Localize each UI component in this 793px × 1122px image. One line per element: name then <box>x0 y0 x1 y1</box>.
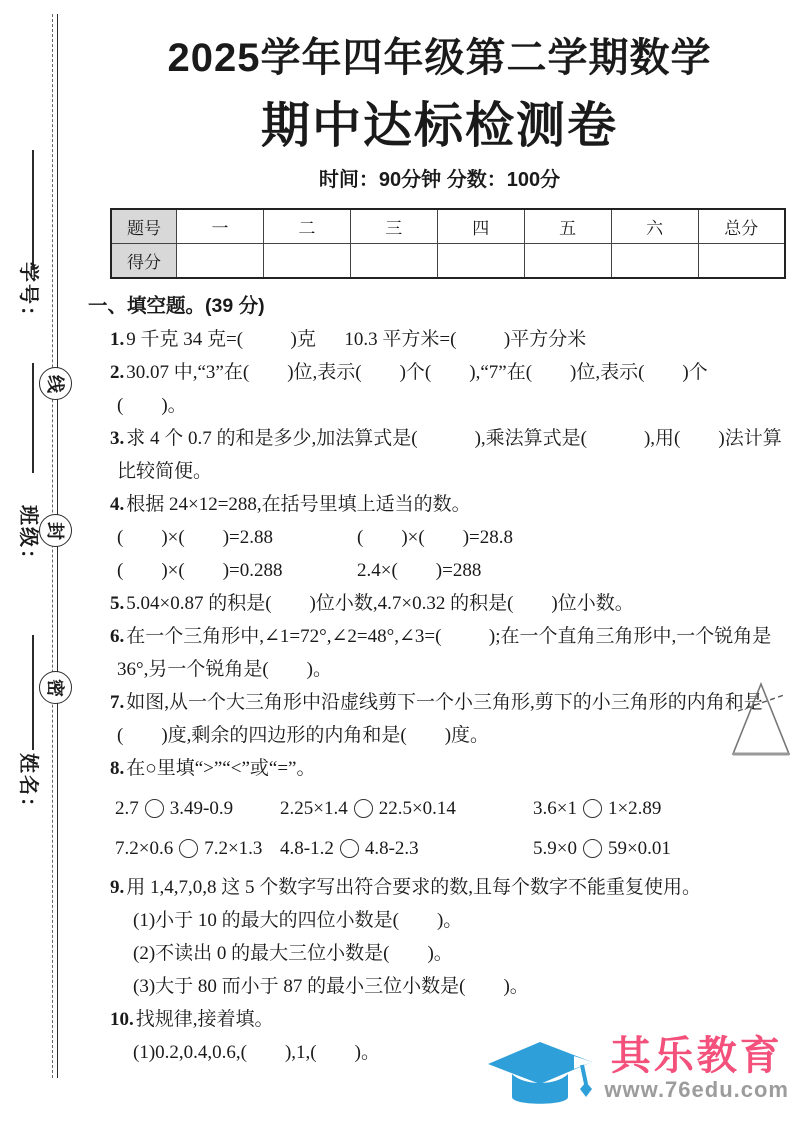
question-1-text: 9 千克 34 克=( )克 10.3 平方米=( )平方分米 <box>126 329 587 350</box>
brand-url: www.76edu.com <box>604 1077 789 1102</box>
question-10-text: 找规律,接着填。 <box>135 1009 274 1030</box>
brand-text-block <box>604 1034 789 1102</box>
cmp-left: 4.8-1.2 <box>280 838 334 859</box>
score-table-cell-defen: 得分 <box>111 244 177 279</box>
question-3 <box>88 422 791 455</box>
cmp-right: 59×0.01 <box>607 838 671 859</box>
question-5-text: 5.04×0.87 的积是( )位小数,4.7×0.32 的积是( )位小数。 <box>126 593 634 614</box>
student-id-blank-line <box>32 150 34 270</box>
score-blank-4 <box>437 244 524 279</box>
question-1 <box>88 323 791 356</box>
comparison-item <box>115 792 280 825</box>
question-1-number: 1. <box>110 329 125 350</box>
cmp-right: 4.8-2.3 <box>364 838 419 859</box>
score-table-cell-3: 三 <box>350 209 437 244</box>
compare-circle-blank <box>583 839 602 858</box>
question-4-equations-row2 <box>88 554 791 587</box>
score-blank-3 <box>350 244 437 279</box>
question-9 <box>88 871 791 904</box>
question-8-text: 在○里填“>”“<”或“=”。 <box>126 758 316 779</box>
graduation-cap-icon <box>482 1034 600 1114</box>
score-table-cell-6: 六 <box>611 209 698 244</box>
comparison-item <box>533 792 661 825</box>
cmp-right: 3.49-0.9 <box>169 798 234 819</box>
triangle-figure <box>730 680 792 765</box>
question-9-sub1: (1)小于 10 的最大的四位小数是( )。 <box>133 910 463 931</box>
brand-logo <box>482 1034 789 1114</box>
q4-eq-2a: ( )×( )=0.288 <box>117 560 283 581</box>
question-3-cont: 比较简便。 <box>117 461 213 482</box>
score-table <box>110 208 786 279</box>
cmp-left: 5.9×0 <box>533 838 577 859</box>
seal-char-mi-text: 密 <box>44 678 65 697</box>
paper-title-line1: 2025学年四年级第二学期数学 <box>167 36 712 80</box>
question-6-number: 6. <box>110 626 125 647</box>
cmp-right: 1×2.89 <box>607 798 662 819</box>
question-8-row1 <box>88 792 791 825</box>
question-7-number: 7. <box>110 692 125 713</box>
question-5-number: 5. <box>110 593 125 614</box>
section-1-heading: 一、填空题。(39 分) <box>88 295 265 317</box>
question-6 <box>88 620 791 653</box>
name-blank-line <box>32 635 34 750</box>
question-2-cont: ( )。 <box>117 395 187 416</box>
class-blank-line <box>32 363 34 473</box>
score-blank-6 <box>611 244 698 279</box>
question-4 <box>88 488 791 521</box>
seal-char-line <box>39 367 72 400</box>
question-10-number: 10. <box>110 1009 134 1030</box>
question-9-sub2: (2)不读出 0 的最大三位小数是( )。 <box>133 943 453 964</box>
class-label: 班级： <box>17 505 39 571</box>
score-table-cell-1: 一 <box>177 209 264 244</box>
question-8-number: 8. <box>110 758 125 779</box>
question-4-number: 4. <box>110 494 125 515</box>
cmp-right: 22.5×0.14 <box>378 798 456 819</box>
cmp-right: 7.2×1.3 <box>204 838 263 859</box>
comparison-item <box>280 792 533 825</box>
question-9-text: 用 1,4,7,0,8 这 5 个数字写出符合要求的数,且每个数字不能重复使用。 <box>126 877 702 898</box>
compare-circle-blank <box>340 839 359 858</box>
question-5 <box>88 587 791 620</box>
triangle-cut-diagram <box>730 680 792 760</box>
time-score-info: 时间：90分钟 分数：100分 <box>318 169 561 191</box>
score-table-cell-2: 二 <box>263 209 350 244</box>
question-2-text: 30.07 中,“3”在( )位,表示( )个( ),“7”在( )位,表示( )个 <box>126 362 708 383</box>
score-blank-1 <box>177 244 264 279</box>
question-6-text: 在一个三角形中,∠1=72°,∠2=48°,∠3=( );在一个直角三角形中,一个锐角是 <box>126 626 772 647</box>
question-8 <box>88 752 791 785</box>
score-table-cell-tihao: 题号 <box>111 209 177 244</box>
compare-circle-blank <box>583 799 602 818</box>
score-table-cell-total: 总分 <box>698 209 785 244</box>
seal-char-mi <box>39 671 72 704</box>
cmp-left: 3.6×1 <box>533 798 577 819</box>
paper-title-line2: 期中达标检测卷 <box>260 99 618 153</box>
q4-eq-1a: ( )×( )=2.88 <box>117 527 273 548</box>
question-3-text: 求 4 个 0.7 的和是多少,加法算式是( ),乘法算式是( ),用( )法计算 <box>126 428 782 449</box>
seal-char-feng-text: 封 <box>44 521 65 540</box>
question-2-number: 2. <box>110 362 125 383</box>
seal-char-feng <box>39 514 72 547</box>
comparison-item <box>280 832 533 865</box>
comparison-item <box>533 832 671 865</box>
seal-sidebar <box>0 0 80 1122</box>
score-table-score-row <box>111 244 785 279</box>
brand-name: 其乐教育 <box>610 1034 783 1078</box>
question-8-row2 <box>88 832 791 865</box>
question-9-sub3: (3)大于 80 而小于 87 的最小三位小数是( )。 <box>133 976 529 997</box>
score-table-header-row <box>111 209 785 244</box>
student-id-label: 学号： <box>17 262 39 328</box>
compare-circle-blank <box>145 799 164 818</box>
q4-eq-2b: 2.4×( )=288 <box>357 560 482 581</box>
question-6-cont: 36°,另一个锐角是( )。 <box>117 659 333 680</box>
question-10-sub1: (1)0.2,0.4,0.6,( ),1,( )。 <box>133 1042 380 1063</box>
seal-char-line-text: 线 <box>44 374 65 393</box>
question-9-number: 9. <box>110 877 125 898</box>
score-blank-5 <box>524 244 611 279</box>
compare-circle-blank <box>354 799 373 818</box>
question-3-number: 3. <box>110 428 125 449</box>
name-label: 姓名： <box>17 753 39 819</box>
question-4-text: 根据 24×12=288,在括号里填上适当的数。 <box>126 494 471 515</box>
question-7 <box>88 686 791 719</box>
question-10 <box>88 1003 791 1036</box>
score-table-cell-5: 五 <box>524 209 611 244</box>
question-7-text: 如图,从一个大三角形中沿虚线剪下一个小三角形,剪下的小三角形的内角和是 <box>126 692 763 713</box>
comparison-item <box>115 832 280 865</box>
cmp-left: 2.7 <box>115 798 139 819</box>
score-blank-2 <box>263 244 350 279</box>
score-blank-total <box>698 244 785 279</box>
question-4-equations-row1 <box>88 521 791 554</box>
q4-eq-1b: ( )×( )=28.8 <box>357 527 513 548</box>
paper-content <box>88 0 791 1069</box>
question-2 <box>88 356 791 389</box>
compare-circle-blank <box>179 839 198 858</box>
question-7-cont: ( )度,剩余的四边形的内角和是( )度。 <box>117 725 490 746</box>
score-table-cell-4: 四 <box>437 209 524 244</box>
cmp-left: 2.25×1.4 <box>280 798 348 819</box>
cmp-left: 7.2×0.6 <box>115 838 174 859</box>
